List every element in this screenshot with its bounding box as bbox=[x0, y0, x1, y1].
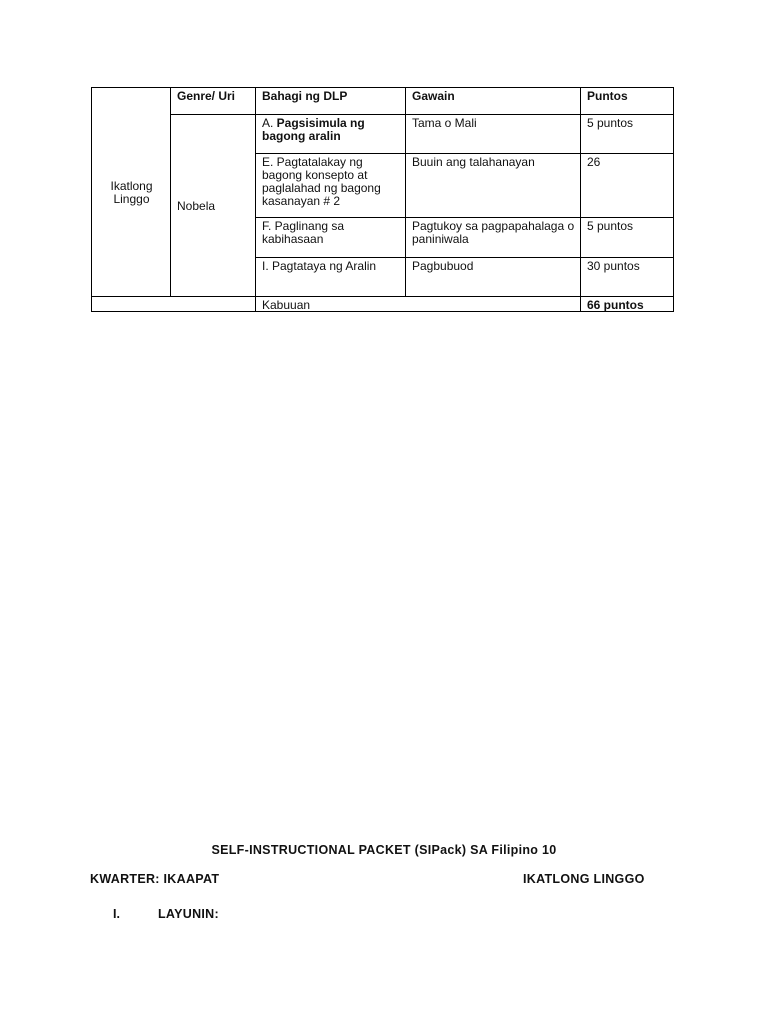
puntos-cell: 5 puntos bbox=[581, 218, 674, 258]
gawain-cell: Buuin ang talahanayan bbox=[406, 154, 581, 218]
header-genre: Genre/ Uri bbox=[171, 88, 256, 115]
section-title: LAYUNIN: bbox=[158, 907, 219, 921]
packet-title: SELF-INSTRUCTIONAL PACKET (SIPack) SA Filipino 10 bbox=[211, 843, 557, 857]
bahagi-bold-text: Pagsisimula ng bagong aralin bbox=[262, 116, 365, 143]
section-number: I. bbox=[113, 907, 120, 921]
header-bahagi: Bahagi ng DLP bbox=[256, 88, 406, 115]
puntos-cell: 30 puntos bbox=[581, 258, 674, 297]
table-row bbox=[92, 115, 674, 154]
total-label-cell: Kabuuan bbox=[256, 297, 581, 312]
bahagi-cell: E. Pagtatalakay ng bagong konsepto at paglalahad ng bagong kasanayan # 2 bbox=[256, 154, 406, 218]
table-header-row bbox=[92, 88, 674, 115]
header-gawain: Gawain bbox=[406, 88, 581, 115]
bahagi-prefix: A. bbox=[262, 116, 277, 130]
puntos-cell: 5 puntos bbox=[581, 115, 674, 154]
total-row bbox=[92, 297, 674, 312]
total-value-cell: 66 puntos bbox=[581, 297, 674, 312]
gawain-cell: Pagbubuod bbox=[406, 258, 581, 297]
bahagi-cell: I. Pagtataya ng Aralin bbox=[256, 258, 406, 297]
week-label: IKATLONG LINGGO bbox=[523, 872, 645, 886]
quarter-label: KWARTER: IKAAPAT bbox=[90, 872, 220, 886]
gawain-cell: Pagtukoy sa pagpapahalaga o paniniwala bbox=[406, 218, 581, 258]
puntos-cell: 26 bbox=[581, 154, 674, 218]
dlp-points-table bbox=[91, 87, 674, 312]
bahagi-cell: F. Paglinang sa kabihasaan bbox=[256, 218, 406, 258]
total-spacer-cell bbox=[92, 297, 256, 312]
genre-cell: Nobela bbox=[171, 115, 256, 297]
week-cell: Ikatlong Linggo bbox=[92, 88, 171, 297]
gawain-cell: Tama o Mali bbox=[406, 115, 581, 154]
header-puntos: Puntos bbox=[581, 88, 674, 115]
bahagi-cell bbox=[256, 115, 406, 154]
